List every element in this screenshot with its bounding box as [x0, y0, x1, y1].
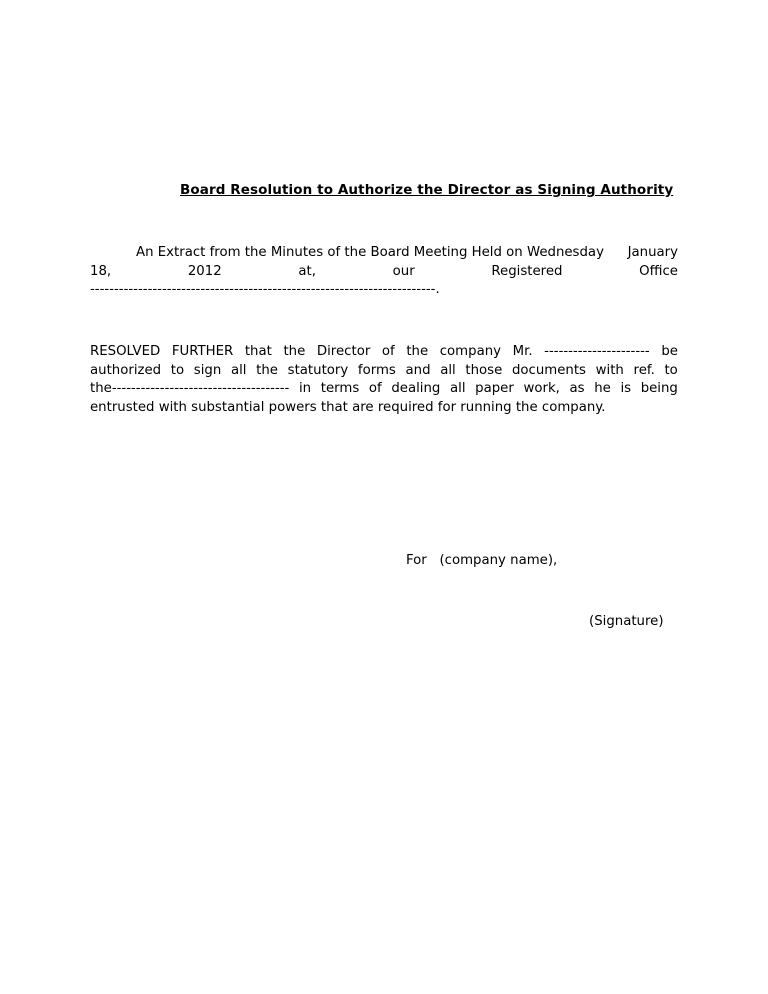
- resolution-word: all: [440, 362, 456, 378]
- extract-word: at,: [298, 263, 316, 279]
- resolution-word: the: [406, 344, 429, 359]
- document-title: Board Resolution to Authorize the Director as Signing Authority: [180, 182, 674, 198]
- extract-line-1: [90, 244, 678, 263]
- resolution-word: sign: [193, 362, 222, 378]
- extract-word: 2012: [187, 263, 222, 279]
- resolution-word: authorized: [90, 362, 162, 378]
- resolution-word: in: [298, 381, 312, 396]
- resolution-word: all: [230, 362, 247, 378]
- resolution-word: all: [449, 381, 466, 396]
- resolution-word: with: [595, 362, 624, 378]
- extract-word: 18,: [90, 263, 112, 279]
- resolution-word: and: [405, 362, 431, 378]
- extract-line-3: ------------------------------------------------------------------------.: [90, 282, 440, 297]
- resolution-word: the: [283, 344, 306, 359]
- resolution-word: documents: [511, 362, 586, 378]
- resolution-word: ----------------------: [544, 344, 650, 359]
- resolution-word: he: [594, 381, 611, 396]
- resolution-word: FURTHER: [171, 344, 234, 359]
- resolution-paragraph: [90, 343, 678, 417]
- extract-word: Registered: [491, 263, 563, 279]
- resolution-word: company: [439, 344, 502, 359]
- resolution-word: statutory: [287, 362, 349, 378]
- resolution-line-4: entrusted with substantial powers that are required for running the company.: [90, 399, 606, 415]
- extract-word: our: [392, 263, 415, 279]
- resolution-line-1: [90, 343, 678, 362]
- resolution-word: those: [465, 362, 503, 378]
- resolution-word: the-------------------------------------: [90, 381, 290, 396]
- resolution-word: Mr.: [512, 344, 533, 359]
- resolution-word: Director: [316, 344, 371, 359]
- extract-word: January: [627, 245, 678, 260]
- extract-line-2: [90, 263, 678, 282]
- resolution-word: to: [170, 362, 185, 378]
- resolution-word: as: [569, 381, 585, 396]
- resolution-line-3: [90, 380, 678, 399]
- resolution-word: to: [664, 362, 678, 378]
- resolution-word: being: [640, 381, 678, 396]
- resolution-word: work,: [523, 381, 560, 396]
- resolution-word: that: [244, 344, 272, 359]
- resolution-word: dealing: [391, 381, 441, 396]
- for-company-line: For (company name),: [406, 553, 558, 568]
- resolution-word: paper: [475, 381, 514, 396]
- resolution-word: of: [368, 381, 382, 396]
- resolution-word: terms: [320, 381, 360, 396]
- resolution-word: ref.: [633, 362, 655, 378]
- extract-word: An Extract from the Minutes of the Board Meeting Held on Wednesday: [136, 245, 604, 260]
- extract-word: Office: [639, 263, 678, 279]
- resolution-word: forms: [357, 362, 396, 378]
- resolution-word: is: [620, 381, 632, 396]
- signature-placeholder: (Signature): [589, 614, 664, 629]
- resolution-word: RESOLVED: [90, 344, 161, 359]
- resolution-word: the: [256, 362, 278, 378]
- meeting-extract-paragraph: [90, 244, 678, 300]
- resolution-word: of: [381, 344, 395, 359]
- resolution-line-2: [90, 362, 678, 381]
- resolution-word: be: [661, 344, 678, 359]
